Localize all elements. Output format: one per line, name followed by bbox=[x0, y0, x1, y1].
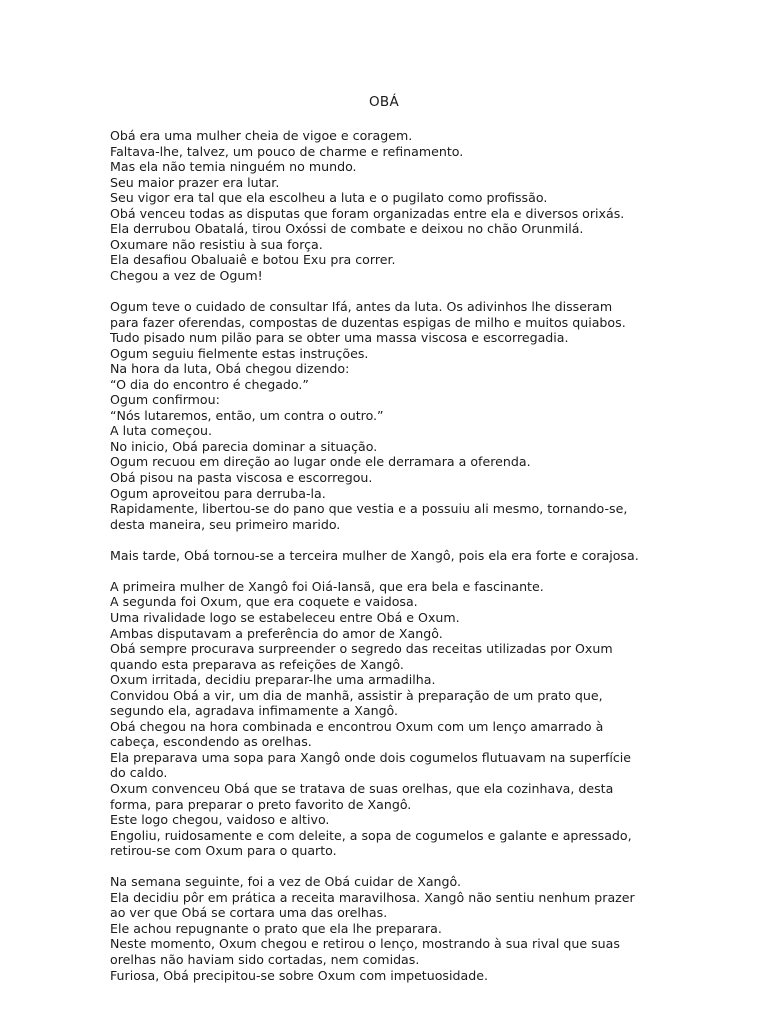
paragraph bbox=[110, 299, 670, 532]
text-line: No inicio, Obá parecia dominar a situação. bbox=[110, 438, 378, 454]
text-line: A luta começou. bbox=[110, 423, 213, 439]
text-line: A primeira mulher de Xangô foi Oiá-Iansã, que era bela e fascinante. bbox=[110, 578, 544, 594]
text-line: Obá venceu todas as disputas que foram organizadas entre ela e diversos orixás. bbox=[110, 205, 625, 221]
text-line: Na semana seguinte, foi a vez de Obá cuidar de Xangô. bbox=[110, 874, 461, 890]
paragraph-gap bbox=[110, 859, 670, 875]
text-line: Obá pisou na pasta viscosa e escorregou. bbox=[110, 470, 373, 486]
text-line: Mas ela não temia ninguém no mundo. bbox=[110, 159, 357, 175]
text-line: Furiosa, Obá precipitou-se sobre Oxum com impetuosidade. bbox=[110, 967, 488, 983]
text-line: Oxum irritada, decidiu preparar-lhe uma armadilha. bbox=[110, 672, 436, 688]
paragraph bbox=[110, 128, 670, 283]
paragraph-gap bbox=[110, 283, 670, 299]
text-line: Ela decidiu pôr em prática a receita maravilhosa. Xangô não sentiu nenhum prazer bbox=[110, 889, 635, 905]
text-line: orelhas não haviam sido cortadas, nem comidas. bbox=[110, 951, 420, 967]
text-line: Tudo pisado num pilão para se obter uma massa viscosa e escorregadia. bbox=[110, 330, 569, 346]
text-line: Obá sempre procurava surpreender o segredo das receitas utilizadas por Oxum bbox=[110, 641, 613, 657]
text-line: Chegou a vez de Ogum! bbox=[110, 267, 263, 283]
text-line: Ambas disputavam a preferência do amor de Xangô. bbox=[110, 625, 443, 641]
text-line: ao ver que Obá se cortara uma das orelhas. bbox=[110, 905, 388, 921]
text-line: Rapidamente, libertou-se do pano que vestia e a possuiu ali mesmo, tornando-se, bbox=[110, 501, 628, 517]
text-line: A segunda foi Oxum, que era coquete e vaidosa. bbox=[110, 594, 418, 610]
paragraph-gap bbox=[110, 532, 670, 548]
text-line: desta maneira, seu primeiro marido. bbox=[110, 516, 341, 532]
text-line: Obá era uma mulher cheia de vigoe e coragem. bbox=[110, 128, 413, 143]
text-line: Ele achou repugnante o prato que ela lhe preparara. bbox=[110, 920, 442, 936]
text-line: Ogum recuou em direção ao lugar onde ele derramara a oferenda. bbox=[110, 454, 531, 470]
text-line: Engoliu, ruidosamente e com deleite, a sopa de cogumelos e galante e apressado, bbox=[110, 827, 632, 843]
text-line: Ogum confirmou: bbox=[110, 392, 220, 408]
paragraph-gap bbox=[110, 563, 670, 579]
text-line: Oxum convenceu Obá que se tratava de suas orelhas, que ela cozinhava, desta bbox=[110, 780, 614, 796]
text-line: Obá chegou na hora combinada e encontrou Oxum com um lenço amarrado à bbox=[110, 718, 604, 734]
paragraph bbox=[110, 548, 670, 564]
text-line: Ela preparava uma sopa para Xangô onde dois cogumelos flutuavam na superfície bbox=[110, 749, 632, 765]
text-line: Ela desafiou Obaluaiê e botou Exu pra correr. bbox=[110, 252, 396, 268]
text-line: Seu vigor era tal que ela escolheu a luta e o pugilato como profissão. bbox=[110, 190, 548, 206]
document-title: OBÁ bbox=[368, 94, 400, 110]
text-line: Ogum aproveitou para derruba-la. bbox=[110, 485, 326, 501]
text-line: quando esta preparava as refeições de Xangô. bbox=[110, 656, 404, 672]
text-line: Uma rivalidade logo se estabeleceu entre Obá e Oxum. bbox=[110, 609, 460, 625]
paragraph bbox=[110, 579, 670, 859]
text-line: forma, para preparar o preto favorito de Xangô. bbox=[110, 796, 412, 812]
text-line: do caldo. bbox=[110, 765, 168, 781]
text-line: Faltava-lhe, talvez, um pouco de charme e refinamento. bbox=[110, 143, 464, 159]
text-line: Ela derrubou Obatalá, tirou Oxóssi de combate e deixou no chão Orunmilá. bbox=[110, 221, 584, 237]
text-line: Este logo chegou, vaidoso e altivo. bbox=[110, 812, 330, 828]
text-line: Oxumare não resistiu à sua força. bbox=[110, 236, 323, 252]
text-line: “Nós lutaremos, então, um contra o outro.” bbox=[110, 407, 384, 423]
text-line: Seu maior prazer era lutar. bbox=[110, 174, 280, 190]
text-line: Neste momento, Oxum chegou e retirou o lenço, mostrando à sua rival que suas bbox=[110, 936, 620, 952]
document-body bbox=[110, 128, 670, 983]
text-line: cabeça, escondendo as orelhas. bbox=[110, 734, 312, 750]
text-line: Ogum teve o cuidado de consultar Ifá, antes da luta. Os adivinhos lhe disseram bbox=[110, 299, 613, 315]
paragraph bbox=[110, 874, 670, 983]
text-line: segundo ela, agradava infimamente a Xangô. bbox=[110, 703, 399, 719]
text-line: Na hora da luta, Obá chegou dizendo: bbox=[110, 361, 350, 377]
text-line: retirou-se com Oxum para o quarto. bbox=[110, 843, 337, 859]
text-line: Ogum seguiu fielmente estas instruções. bbox=[110, 345, 369, 361]
text-line: Mais tarde, Obá tornou-se a terceira mulher de Xangô, pois ela era forte e corajosa. bbox=[110, 547, 639, 563]
text-line: “O dia do encontro é chegado.” bbox=[110, 376, 309, 392]
text-line: Convidou Obá a vir, um dia de manhã, assistir à preparação de um prato que, bbox=[110, 687, 603, 703]
text-line: para fazer oferendas, compostas de duzentas espigas de milho e muitos quiabos. bbox=[110, 314, 626, 330]
